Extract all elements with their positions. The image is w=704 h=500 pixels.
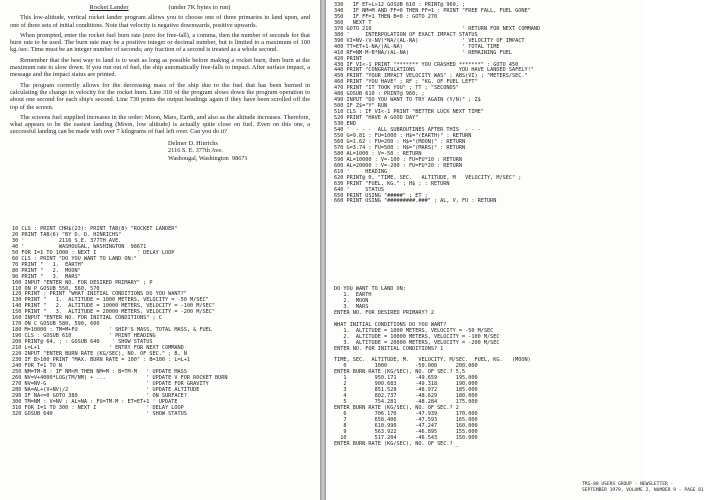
program-listing-part-2: 330 IF ET+L>12 GOSUB 610 : PRINT@ 960, ; 340 IF NM=M AND FF=0 THEN FF=1 : PRINT "FREE FALL, FUEL GONE" 350 IF FF=1 THEN B=0 : GOTO 270 360 NEXT T 370 GOTO 210 ' RETURN FOR NEXT COMMAND 380 ' INTERPOLATION OF EXACT IMPACT STATUS 390 VI=NV-(V-NV)*NA/(AL-NA) ' VELOCITY OF IMPACT 400 TT=ET+1-NA/(AL-NA) ' TOTAL TIME 410 RF=NM-M-B*NA/(AL-NA) ' REMAINING FUEL 420 PRINT 430 IF VI<-1 PRINT "******* YOU CRASHED *******" : GOTO 450 440 PRINT "CONGRATULATIONS YOU HAVE LANDED SAFELY!" 450 PRINT "YOUR IMPACT VELOCITY WAS" ; ABS(VI) ; "METERS/SEC." 460 PRINT "YOU HAVE" ; RF ; "KG. OF FUEL LEFT" 470 PRINT "IT TOOK YOU" ; TT ; "SECONDS" 480 GOSUB 610 : PRINT@ 960, ; 490 INPUT "DO YOU WANT TO TRY AGAIN (Y/N)" ; Z$ 500 IF Z$="Y" RUN 510 CLS : IF VI<-1 PRINT "BETTER LUCK NEXT TIME" 520 PRINT "HAVE A GOOD DAY" 530 END 540 ' - - - ALL SUBROUTINES AFTER THIS - - - 550 G=9.81 : FU=1000 : H$="(EARTH)" : RETURN 560 G=1.62 : FU=200 : H$="(MOON)" : RETURN 570 G=3.74 : FU=500 : H$="(MARS)" : RETURN 580 AL=1000 : V=-50 : RETURN 590 AL=10000 : V=-100 : FU=FU*10 : RETURN 600 AL=20000 : V=-200 : FU=FU*20 : RETURN 610 ' HEADING 620 PRINT@ 0, "TIME, SEC. ALTITUDE, M VELOCITY, M/SEC" ; 630 PRINT "FUEL, KG." ; H$ ; : RETURN 640 ' STATUS 650 PRINT USING "#####" ; ET ; 660 PRINT USING "#########.###" ; AL, V, FU : RETURN xyxy=(334,2,541,205)
article-title-line xyxy=(10,4,310,11)
article-text xyxy=(10,2,310,162)
paragraph: When prompted, enter the rocket fuel burn rate (zero for free-fall), a comma, then the number of seconds for that burn rate to be used. The burn rate may be a positive integer or decimal number, but is limited to a maximum of 100 kg./sec. Time must be an integer number of seconds; any fraction of a second is treated as a whole second. xyxy=(10,31,310,54)
paragraph: This low-altitude, vertical rocket lander program allows you to choose one of three primaries to land upon, and one of three sets of initial conditions. Note that velocity is negative downwards, positive upwards. xyxy=(10,14,310,29)
footer-line: SEPTEMBER 1979, VOLUME 2, NUMBER 9 - PAGE 81 xyxy=(582,487,704,493)
article-subtitle: (under 7K bytes to run) xyxy=(168,4,231,11)
author-name: Delmer D. Hinrichs xyxy=(168,139,218,147)
program-listing-part-1: 10 CLS : PRINT CHR$(23): PRINT TAB(8) "ROCKET LANDER" 20 PRINT TAB(6) "BY D. D. HINRICHS" 30 ' 2116 S.E. 377TH AVE. 40 ' WASHOUGAL, WASHINGTON 98671 50 FOR I=1 TO 1000 : NEXT I ' DELAY LOOP 60 CLS : PRINT "DO YOU WANT TO LAND ON:" 70 PRINT " 1. EARTH" 80 PRINT " 2. MOON" 90 PRINT " 3. MARS" 100 INPUT "ENTER NO. FOR DESIRED PRIMARY" ; P 110 ON P GOSUB 550, 560, 570 120 PRINT : PRINT "WHAT INITIAL CONDITIONS DO YOU WANT?" 130 PRINT " 1. ALTITUDE = 1000 METERS, VELOCITY = -50 M/SEC" 140 PRINT " 2. ALTITUDE = 10000 METERS, VELOCITY = -100 M/SEC" 150 PRINT " 3. ALTITUDE = 20000 METERS, VELOCITY = -200 M/SEC" 160 INPUT "ENTER NO. FOR INITIAL CONDITIONS" ; C 170 ON C GOSUB 580, 590, 600 180 M=10000 : TM=M+FU ' SHIP'S MASS, TOTAL MASS, & FUEL 190 CLS : GOSUB 610 ' PRINT HEADING 200 PRINT@ 64, ; : GOSUB 640 ' SHOW STATUS 210 L=L+1 ' ENTRY FOR NEXT COMMAND 220 INPUT "ENTER BURN RATE (KG/SEC), NO. OF SEC." ; B, N 230 IF B>100 PRINT "MAX. BURN RATE = 100" : B=100 : L=L+1 240 FOR T=1 TO N 250 NM=TM-B : IF NM<M THEN NM=M : B=TM-M ' UPDATE MASS 260 NV=V+4000*LOG(TM/NM) + ... ' UPDATE V FOR ROCKET BURN 270 NV=NV-G ' UPDATE FOR GRAVITY 280 NA=AL+(V+NV)/2 ' UPDATE ALTITUDE 290 IF NA<=0 GOTO 380 ' ON SURFACE? 300 TM=NM : V=NV : AL=NA : FU=TM-M : ET=ET+1 ' UPDATE 310 FOR I=1 TO 300 : NEXT I ' DELAY LOOP 320 GOSUB 640 ' SHOW STATUS xyxy=(12,226,228,417)
author-signature xyxy=(168,140,310,162)
right-page xyxy=(326,0,704,500)
paragraph: The program correctly allows for the decreasing mass of the ship due to the fuel that has been burned in calculating the change in velocity for the rocket burn. Line 310 of the program slows down the program operation to about one second for each ship's second. Line 730 prints the output headings again if they have been scrolled off the top of the screen. xyxy=(10,81,310,111)
article-title: Rocket Lander xyxy=(89,4,129,11)
paragraph: The screens fuel supplied increases in the order: Moon, Mars, Earth, and also as the altitude increases. Therefore, what appears to be the easiest landing (Moon, low altitude) is actually quite close on fuel. Even on this one, a successful landing can be made with over 7 kilograms of fuel left over. Can you do it? xyxy=(10,113,310,136)
sample-run-output: DO YOU WANT TO LAND ON: 1. EARTH 2. MOON 3. MARS ENTER NO. FOR DESIRED PRIMARY? 2 WHAT INITIAL CONDITIONS DO YOU WANT? 1. ALTITUDE = 1000 METERS, VELOCITY = -50 M/SEC 2. ALTITUDE = 10000 METERS, VELOCITY = -100 M/SEC 3. ALTITUDE = 20000 METERS, VELOCITY = -200 M/SEC ENTER NO. FOR INITIAL CONDITIONS? 1 TIME, SEC. ALTITUDE, M. VELOCITY, M/SEC. FUEL, KG. (MOON) 0 1000 -50.000 200.000 ENTER BURN RATE (KG/SEC), NO. OF SEC.? 5,5 1 950.171 -49.659 195.000 2 900.683 -49.318 190.000 3 851.528 -48.972 185.000 4 802.737 -48.629 180.000 5 754.281 -48.284 175.000 ENTER BURN RATE (KG/SEC), NO. OF SEC.? 2 6 706.170 -47.939 170.000 7 658.406 -47.593 165.000 8 610.990 -47.247 160.000 9 563.922 -46.895 155.000 10 517.204 -46.543 150.000 ENTER BURN RATE (KG/SEC), NO. OF SEC.? _ xyxy=(334,286,531,447)
author-street: 2116 S. E. 377th Ave. xyxy=(168,147,223,155)
paragraph: Remember that the best way to land is to wait as long as possible before making a rocket burn, then burn at the maximum rate to slow down. If you run out of fuel, the ship automatically free-falls to impact. After surface impact, a message and the impact status are printed. xyxy=(10,56,310,79)
newsletter-footer xyxy=(582,482,704,493)
author-city: Washougal, Washington 98671 xyxy=(168,154,248,162)
left-page xyxy=(0,0,320,500)
footer-line: TRS-80 USERS GROUP - NEWSLETTER - xyxy=(582,482,674,487)
